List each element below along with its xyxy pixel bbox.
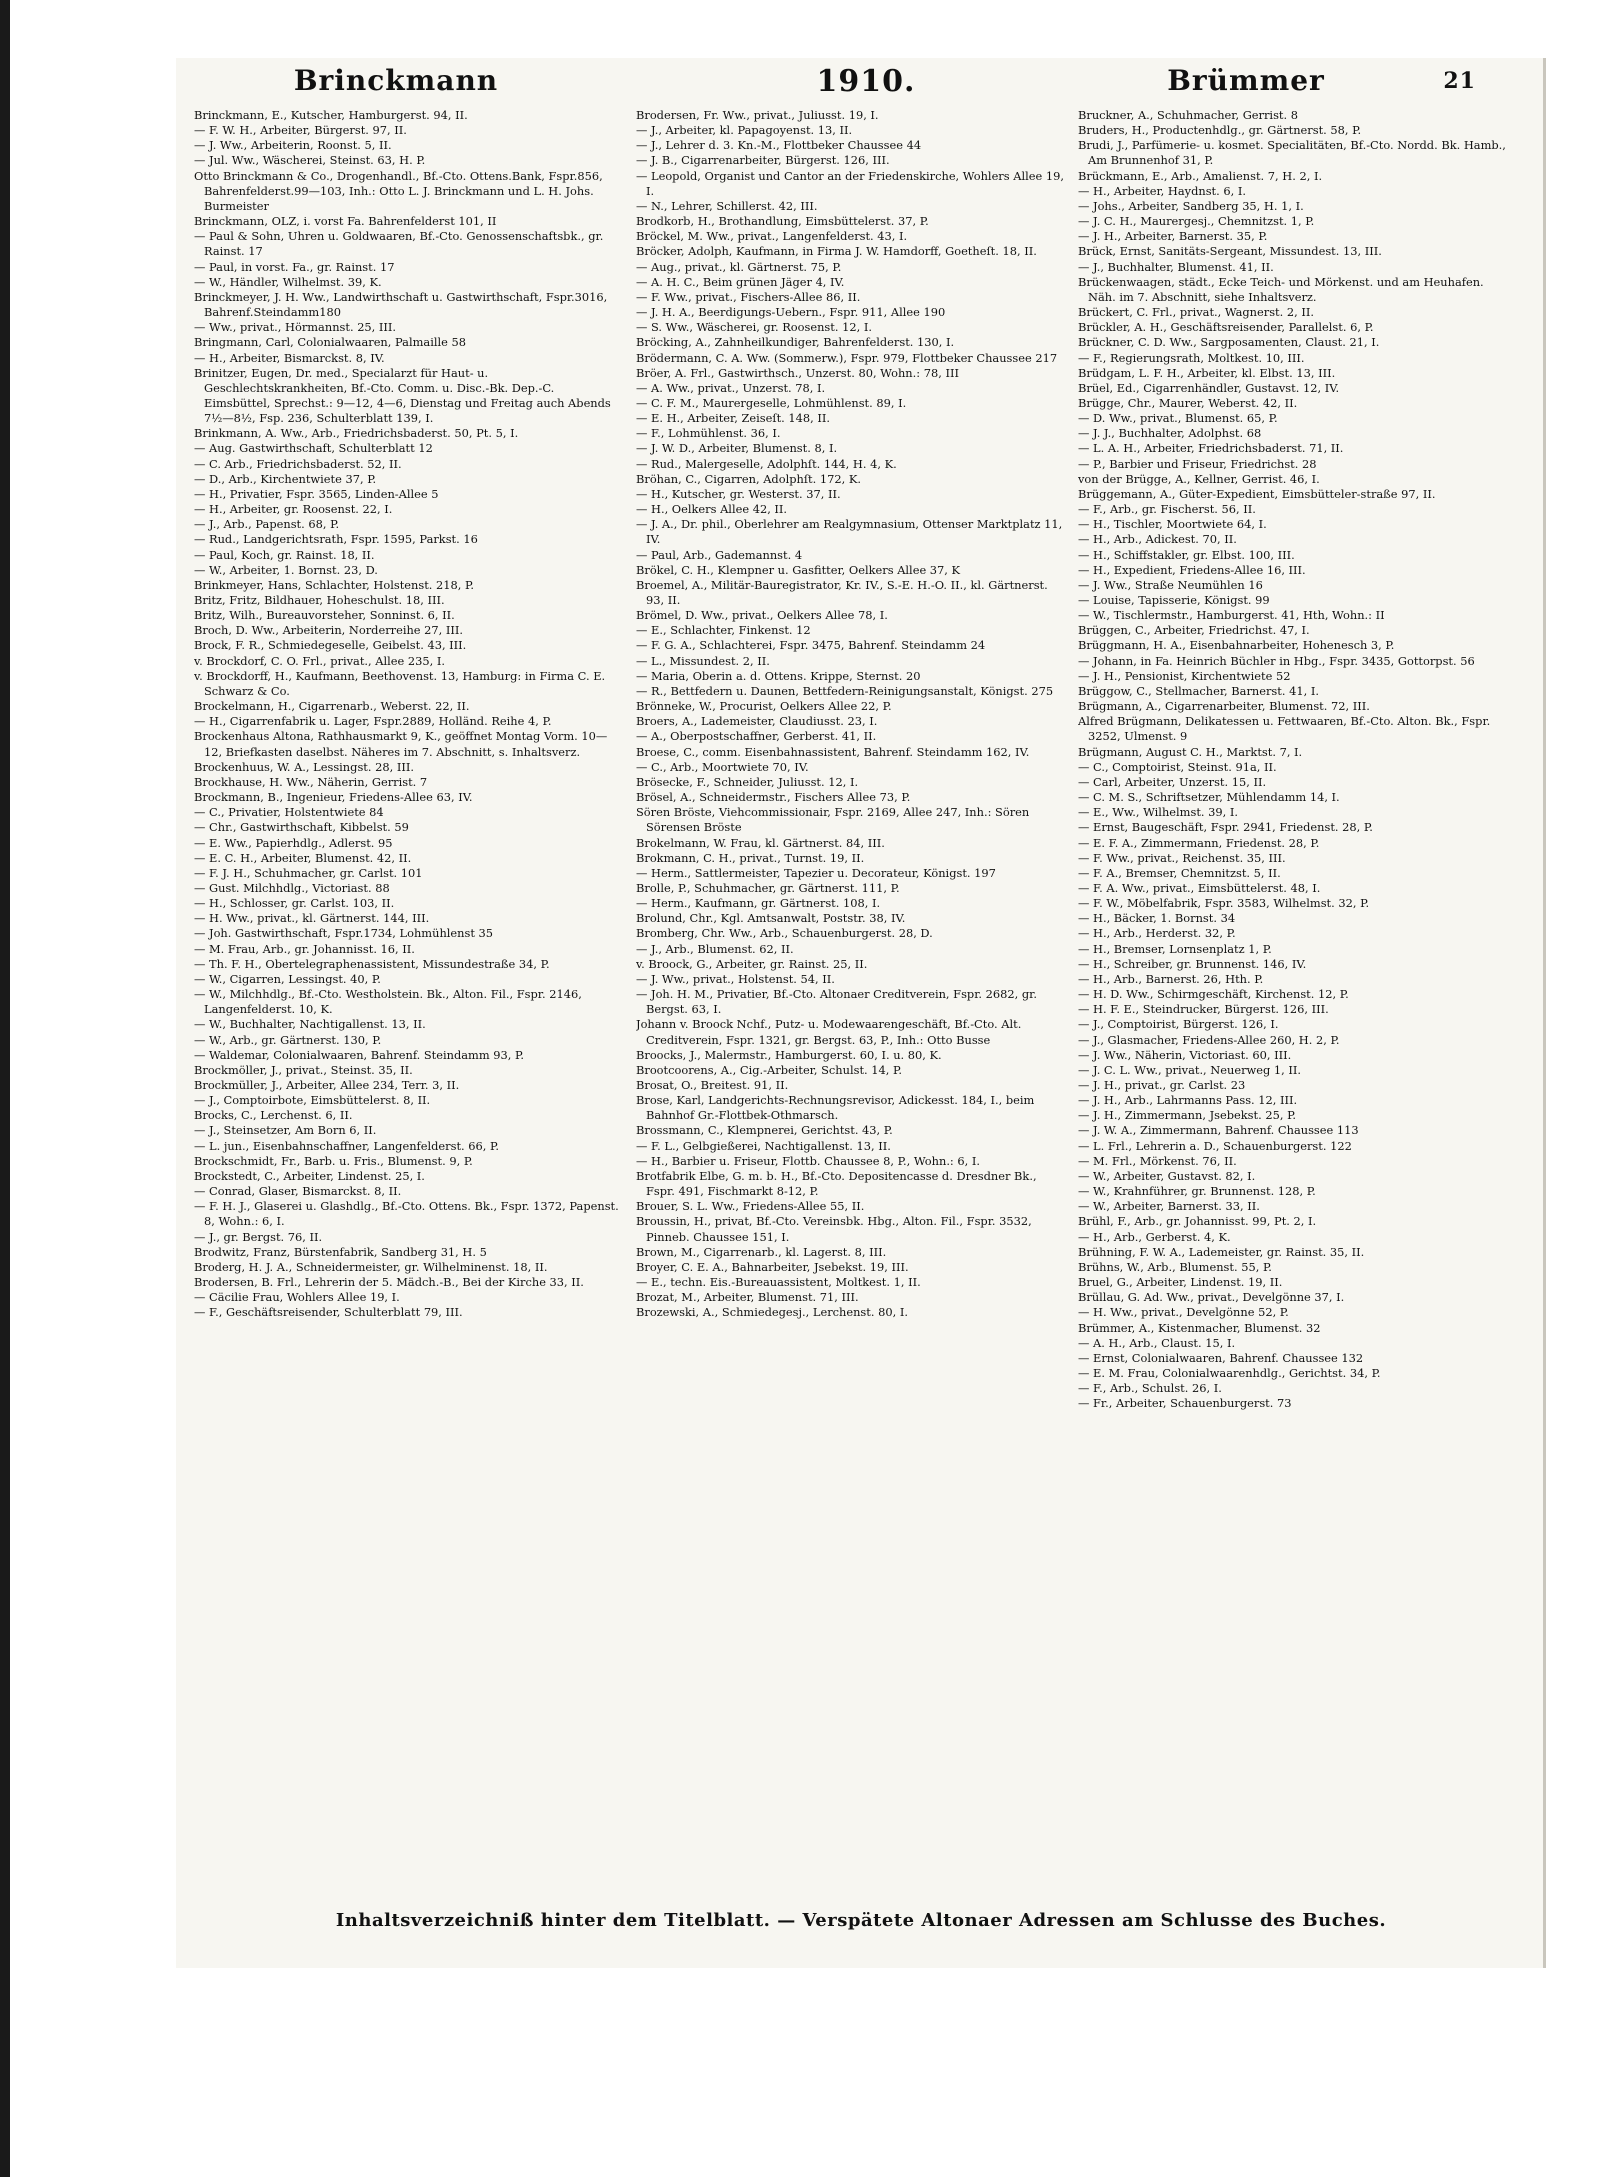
directory-entry: — Ernst, Baugeschäft, Fspr. 2941, Friedenst. 28, P. — [1078, 820, 1373, 835]
directory-entry: Brügmann, August C. H., Marktst. 7, I. — [1078, 744, 1303, 759]
directory-entry: Brown, M., Cigarrenarb., kl. Lagerst. 8, III. — [636, 1244, 887, 1259]
directory-entry: — A. H. C., Beim grünen Jäger 4, IV. — [636, 274, 845, 289]
directory-entry: — F. W., Möbelfabrik, Fspr. 3583, Wilhelmst. 32, P. — [1078, 896, 1370, 911]
directory-entry: — Johs., Arbeiter, Sandberg 35, H. 1, I. — [1078, 198, 1304, 213]
directory-entry: Brose, Karl, Landgerichts-Rechnungsrevisor, Adickesst. 184, I., beim Bahnhof Gr.-Flottbek-Othmarsch. — [636, 1093, 1035, 1123]
directory-entry: — H., Arb., Adickest. 70, II. — [1078, 532, 1237, 547]
directory-entry: — J. H., Pensionist, Kirchentwiete 52 — [1078, 668, 1291, 683]
directory-entry: Bröckel, M. Ww., privat., Langenfelderst. 43, I. — [636, 229, 908, 244]
directory-entry: — W., Arbeiter, Gustavst. 82, I. — [1078, 1168, 1256, 1183]
directory-entry: — J., gr. Bergst. 76, II. — [194, 1229, 323, 1244]
directory-entry: — W., Arb., gr. Gärtnerst. 130, P. — [194, 1032, 382, 1047]
directory-entry: — H., Cigarrenfabrik u. Lager, Fspr.2889, Holländ. Reihe 4, P. — [194, 714, 552, 729]
directory-entry: — J., Comptoirbote, Eimsbüttelerst. 8, II. — [194, 1093, 431, 1108]
directory-entry: Brückner, C. D. Ww., Sargposamenten, Claust. 21, I. — [1078, 335, 1380, 350]
directory-entry: Broese, C., comm. Eisenbahnassistent, Bahrenf. Steindamm 162, IV. — [636, 744, 1030, 759]
directory-entry: Brodersen, Fr. Ww., privat., Juliusst. 19, I. — [636, 108, 879, 122]
directory-entry: — Carl, Arbeiter, Unzerst. 15, II. — [1078, 774, 1267, 789]
directory-entry: Brolle, P., Schuhmacher, gr. Gärtnerst. 111, P. — [636, 880, 900, 895]
directory-entry: — J. A., Dr. phil., Oberlehrer am Realgymnasium, Ottenser Marktplatz 11, IV. — [636, 517, 1063, 547]
directory-entry: Bruders, H., Productenhdlg., gr. Gärtnerst. 58, P. — [1078, 123, 1362, 138]
directory-entry: Brouer, S. L. Ww., Friedens-Allee 55, II. — [636, 1199, 865, 1214]
directory-entry: Brockmöller, J., privat., Steinst. 35, II. — [194, 1062, 413, 1077]
directory-entry: — J., Buchhalter, Blumenst. 41, II. — [1078, 259, 1274, 274]
directory-entry: — E. C. H., Arbeiter, Blumenst. 42, II. — [194, 850, 412, 865]
directory-entry: — Joh. H. M., Privatier, Bf.-Cto. Altonaer Creditverein, Fspr. 2682, gr. Bergst. 63, I. — [636, 987, 1037, 1017]
directory-entry: — C., Privatier, Holstentwiete 84 — [194, 805, 384, 820]
directory-entry: — E. M. Frau, Colonialwaarenhdlg., Gerichtst. 34, P. — [1078, 1365, 1381, 1380]
directory-entry: Brümmer, A., Kistenmacher, Blumenst. 32 — [1078, 1320, 1321, 1335]
directory-entry: Brock, F. R., Schmiedegeselle, Geibelst. 43, III. — [194, 638, 467, 653]
directory-entry: — H., Arb., Gerberst. 4, K. — [1078, 1229, 1231, 1244]
directory-entry: Alfred Brügmann, Delikatessen u. Fettwaaren, Bf.-Cto. Alton. Bk., Fspr. 3252, Ulmenst. 9 — [1078, 714, 1491, 744]
directory-entry: Brückmann, E., Arb., Amalienst. 7, H. 2, I. — [1078, 168, 1323, 183]
directory-entry: — J. H., Arb., Lahrmanns Pass. 12, III. — [1078, 1093, 1298, 1108]
directory-entry: Bruel, G., Arbeiter, Lindenst. 19, II. — [1078, 1275, 1283, 1290]
header-left-title: Brinckmann — [293, 64, 499, 97]
directory-entry: — L. jun., Eisenbahnschaffner, Langenfelderst. 66, P. — [194, 1138, 499, 1153]
directory-entry: Brodkorb, H., Brothandlung, Eimsbüttelerst. 37, P. — [636, 214, 929, 229]
directory-entry: — A. H., Arb., Claust. 15, I. — [1078, 1335, 1236, 1350]
directory-entry: Brolund, Chr., Kgl. Amtsanwalt, Poststr. 38, IV. — [636, 911, 906, 926]
directory-entry: — E. F. A., Zimmermann, Friedenst. 28, P. — [1078, 835, 1320, 850]
directory-entry: Bruckner, A., Schuhmacher, Gerrist. 8 — [1078, 108, 1298, 122]
directory-entry: — Jul. Ww., Wäscherei, Steinst. 63, H. P. — [194, 153, 426, 168]
directory-entry: — E. Ww., Papierhdlg., Adlerst. 95 — [194, 835, 393, 850]
directory-entry: Brockmann, B., Ingenieur, Friedens-Allee 63, IV. — [194, 790, 473, 805]
directory-entry: — J. W. A., Zimmermann, Bahrenf. Chaussee 113 — [1078, 1123, 1359, 1138]
directory-entry: — F., Arb., Schulst. 26, I. — [1078, 1381, 1222, 1396]
directory-entry: — J. Ww., Arbeiterin, Roonst. 5, II. — [194, 138, 392, 153]
directory-entry: Brotfabrik Elbe, G. m. b. H., Bf.-Cto. Depositencasse d. Dresdner Bk., Fspr. 491, Fischmarkt 8-12, P. — [636, 1168, 1037, 1199]
directory-entry: — H. Ww., privat., kl. Gärtnerst. 144, III. — [194, 911, 430, 926]
directory-entry: — H., Tischler, Moortwiete 64, I. — [1078, 517, 1267, 532]
directory-entry: — H., Bäcker, 1. Bornst. 34 — [1078, 911, 1236, 926]
directory-entry: — F. Ww., privat., Reichenst. 35, III. — [1078, 850, 1286, 865]
directory-entry: — H., Kutscher, gr. Westerst. 37, II. — [636, 486, 841, 501]
directory-entry: — E., techn. Eis.-Bureauassistent, Moltkest. 1, II. — [636, 1275, 921, 1290]
directory-entry: Brockenhaus Altona, Rathhausmarkt 9, K., geöffnet Montag Vorm. 10—12, Briefkasten daselbst. Näheres im 7. Abschnitt, s. Inhaltsverz. — [194, 729, 608, 759]
directory-entry: — W., Arbeiter, Barnerst. 33, II. — [1078, 1199, 1260, 1214]
header-right-title: Brümmer — [1167, 64, 1325, 97]
directory-entry: Brüggow, C., Stellmacher, Barnerst. 41, I. — [1078, 683, 1319, 698]
directory-entry: Brinckmann, E., Kutscher, Hamburgerst. 94, II. — [194, 108, 468, 122]
directory-entry: — J. W. D., Arbeiter, Blumenst. 8, I. — [636, 441, 838, 456]
column-3 — [1078, 108, 1508, 1908]
directory-entry: — P., Barbier und Friseur, Friedrichst. 28 — [1078, 456, 1317, 471]
directory-entry: — J. H., Arbeiter, Barnerst. 35, P. — [1078, 229, 1268, 244]
directory-entry: Britz, Wilh., Bureauvorsteher, Sonninst. 6, II. — [194, 608, 455, 623]
directory-entry: Brüggmann, H. A., Eisenbahnarbeiter, Hohenesch 3, P. — [1078, 638, 1395, 653]
directory-entry: — Waldemar, Colonialwaaren, Bahrenf. Steindamm 93, P. — [194, 1047, 524, 1062]
directory-entry: Brösecke, F., Schneider, Juliusst. 12, I. — [636, 774, 859, 789]
directory-entry: Brück, Ernst, Sanitäts-Sergeant, Missundest. 13, III. — [1078, 244, 1382, 259]
directory-entry: — H. Ww., privat., Develgönne 52, P. — [1078, 1305, 1289, 1320]
directory-entry: von der Brügge, A., Kellner, Gerrist. 46, I. — [1078, 471, 1320, 486]
directory-entry: — Herm., Kaufmann, gr. Gärtnerst. 108, I. — [636, 896, 881, 911]
directory-entry: — F., Geschäftsreisender, Schulterblatt 79, III. — [194, 1305, 463, 1320]
directory-entry: — Aug., privat., kl. Gärtnerst. 75, P. — [636, 259, 842, 274]
directory-entry: — H., Oelkers Allee 42, II. — [636, 502, 788, 517]
directory-entry: — J. C. H., Maurergesj., Chemnitzst. 1, P. — [1078, 214, 1315, 229]
directory-entry: Brodwitz, Franz, Bürstenfabrik, Sandberg 31, H. 5 — [194, 1244, 487, 1259]
directory-entry: Brinkmeyer, Hans, Schlachter, Holstenst. 218, P. — [194, 577, 474, 592]
directory-entry: — H., Barbier u. Friseur, Flottb. Chaussee 8, P., Wohn.: 6, I. — [636, 1153, 981, 1168]
directory-entry: — Joh. Gastwirthschaft, Fspr.1734, Lohmühlenst 35 — [194, 926, 494, 941]
directory-entry: Brödermann, C. A. Ww. (Sommerw.), Fspr. 979, Flottbeker Chaussee 217 — [636, 350, 1058, 365]
directory-entry: Britz, Fritz, Bildhauer, Hoheschulst. 18, III. — [194, 593, 445, 607]
directory-entry: Brockenhuus, W. A., Lessingst. 28, III. — [194, 759, 414, 774]
directory-entry: — H., Arbeiter, Bismarckst. 8, IV. — [194, 350, 385, 365]
directory-entry: v. Brockdorf, C. O. Frl., privat., Allee 235, I. — [194, 653, 446, 668]
directory-entry: Brüggemann, A., Güter-Expedient, Eimsbütteler-straße 97, II. — [1078, 486, 1436, 501]
directory-entry: Brüdgam, L. F. H., Arbeiter, kl. Elbst. 13, III. — [1078, 365, 1336, 380]
directory-entry: Brocks, C., Lerchenst. 6, II. — [194, 1108, 353, 1123]
directory-entry: Brinitzer, Eugen, Dr. med., Specialarzt für Haut- u. Geschlechtskrankheiten, Bf.-Cto. Comm. u. Disc.-Bk. Dep.-C. Eimsbüttel, Sprechst.: 9—12, 4—6, Dienstag und Freitag auch Abends 7½—8½, Fsp. 236, Schulterblatt 139, I. — [194, 365, 611, 426]
directory-entry: — J., Arbeiter, kl. Papagoyenst. 13, II. — [636, 123, 853, 138]
directory-entry: Broemel, A., Militär-Bauregistrator, Kr. IV., S.-E. H.-O. II., kl. Gärtnerst. 93, II. — [636, 577, 1048, 607]
directory-entry: Broyer, C. E. A., Bahnarbeiter, Jsebekst. 19, III. — [636, 1259, 909, 1274]
directory-entry: — F. G. A., Schlachterei, Fspr. 3475, Bahrenf. Steindamm 24 — [636, 638, 986, 653]
directory-entry: v. Broock, G., Arbeiter, gr. Rainst. 25, II. — [636, 956, 868, 971]
directory-entry: — W., Cigarren, Lessingst. 40, P. — [194, 971, 381, 986]
directory-entry: — Conrad, Glaser, Bismarckst. 8, II. — [194, 1184, 402, 1199]
directory-entry: Brockstedt, C., Arbeiter, Lindenst. 25, I. — [194, 1168, 425, 1183]
directory-entry: Brockhause, H. Ww., Näherin, Gerrist. 7 — [194, 774, 428, 789]
directory-entry: — F. J. H., Schuhmacher, gr. Carlst. 101 — [194, 865, 423, 880]
directory-entry: Sören Bröste, Viehcommissionair, Fspr. 2169, Allee 247, Inh.: Sören Sörensen Bröste — [636, 805, 1030, 835]
directory-entry: — Ww., privat., Hörmannst. 25, III. — [194, 320, 397, 335]
directory-entry: Brinckmann, OLZ, i. vorst Fa. Bahrenfelderst 101, II — [194, 214, 497, 229]
directory-entry: Brockelmann, H., Cigarrenarb., Weberst. 22, II. — [194, 699, 470, 714]
directory-entry: — J., Arb., Blumenst. 62, II. — [636, 941, 794, 956]
header-year: 1910. — [816, 64, 916, 99]
directory-entry: — H., Arbeiter, gr. Roosenst. 22, I. — [194, 502, 393, 517]
directory-entry: Bröer, A. Frl., Gastwirthsch., Unzerst. 80, Wohn.: 78, III — [636, 365, 959, 380]
directory-entry: Brinkmann, A. Ww., Arb., Friedrichsbaderst. 50, Pt. 5, I. — [194, 426, 519, 441]
directory-entry: Broers, A., Lademeister, Claudiusst. 23, I. — [636, 714, 878, 729]
directory-entry: — A., Oberpostschaffner, Gerberst. 41, II. — [636, 729, 877, 744]
directory-entry: — Th. F. H., Obertelegraphenassistent, Missundestraße 34, P. — [194, 956, 550, 971]
page-number: 21 — [1443, 68, 1476, 94]
directory-entry: — C., Arb., Moortwiete 70, IV. — [636, 759, 809, 774]
directory-entry: — Ernst, Colonialwaaren, Bahrenf. Chaussee 132 — [1078, 1350, 1364, 1365]
directory-entry: — M. Frau, Arb., gr. Johannisst. 16, II. — [194, 941, 415, 956]
directory-entry: Brüel, Ed., Cigarrenhändler, Gustavst. 12, IV. — [1078, 380, 1340, 395]
directory-entry: — L., Missundest. 2, II. — [636, 653, 770, 668]
directory-entry: Brudi, J., Parfümerie- u. kosmet. Specialitäten, Bf.-Cto. Nordd. Bk. Hamb., Am Brunnenhof 31, P. — [1078, 138, 1506, 168]
directory-entry: — H., Arbeiter, Haydnst. 6, I. — [1078, 183, 1246, 198]
directory-entry: — E., Schlachter, Finkenst. 12 — [636, 623, 811, 638]
directory-entry: Brokmann, C. H., privat., Turnst. 19, II. — [636, 850, 865, 865]
directory-entry: — C. Arb., Friedrichsbaderst. 52, II. — [194, 456, 402, 471]
directory-entry: — W., Arbeiter, 1. Bornst. 23, D. — [194, 562, 378, 577]
directory-entry: — H. F. E., Steindrucker, Bürgerst. 126, III. — [1078, 1002, 1329, 1017]
directory-entry: Johann v. Broock Nchf., Putz- u. Modewaarengeschäft, Bf.-Cto. Alt. Creditverein, Fspr. 1321, gr. Bergst. 63, P., Inh.: Otto Busse — [636, 1017, 1022, 1047]
directory-entry: — H., Schreiber, gr. Brunnenst. 146, IV. — [1078, 956, 1307, 971]
directory-entry: — M. Frl., Mörkenst. 76, II. — [1078, 1153, 1237, 1168]
directory-entry: — F., Arb., gr. Fischerst. 56, II. — [1078, 502, 1256, 517]
directory-entry: — C. F. M., Maurergeselle, Lohmühlenst. 89, I. — [636, 395, 907, 410]
directory-entry: — Louise, Tapisserie, Königst. 99 — [1078, 593, 1270, 607]
directory-entry: Brückert, C. Frl., privat., Wagnerst. 2, II. — [1078, 305, 1314, 320]
directory-entry: Brückenwaagen, städt., Ecke Teich- und Mörkenst. und am Heuhafen. Näh. im 7. Abschnitt, siehe Inhaltsverz. — [1078, 274, 1484, 304]
directory-entry: Brootcoorens, A., Cig.-Arbeiter, Schulst. 14, P. — [636, 1062, 902, 1077]
directory-entry: — S. Ww., Wäscherei, gr. Roosenst. 12, I. — [636, 320, 872, 335]
directory-entry: — Paul, in vorst. Fa., gr. Rainst. 17 — [194, 259, 395, 274]
directory-entry: Brokelmann, W. Frau, kl. Gärtnerst. 84, III. — [636, 835, 885, 850]
directory-entry: — F. H. J., Glaserei u. Glashdlg., Bf.-Cto. Ottens. Bk., Fspr. 1372, Papenst. 8, Wohn.: 6, I. — [194, 1199, 619, 1229]
directory-entry: — J. H. A., Beerdigungs-Uebern., Fspr. 911, Allee 190 — [636, 305, 946, 320]
entry-columns — [194, 108, 1539, 1908]
directory-entry: — J. H., privat., gr. Carlst. 23 — [1078, 1078, 1246, 1092]
directory-entry: v. Brockdorff, H., Kaufmann, Beethovenst. 13, Hamburg: in Firma C. E. Schwarz & Co. — [194, 668, 606, 698]
directory-entry: — Maria, Oberin a. d. Ottens. Krippe, Sternst. 20 — [636, 668, 921, 683]
directory-entry: — H., Arb., Barnerst. 26, Hth. P. — [1078, 971, 1264, 986]
directory-entry: — F. L., Gelbgießerei, Nachtigallenst. 13, II. — [636, 1138, 891, 1153]
directory-entry: Bröcking, A., Zahnheilkundiger, Bahrenfelderst. 130, I. — [636, 335, 955, 350]
directory-page — [176, 58, 1546, 1968]
directory-entry: — J. B., Cigarrenarbeiter, Bürgerst. 126, III. — [636, 153, 890, 168]
directory-entry: — F. Ww., privat., Fischers-Allee 86, II. — [636, 289, 861, 304]
directory-entry: — Gust. Milchhdlg., Victoriast. 88 — [194, 880, 390, 895]
directory-entry: Brüllau, G. Ad. Ww., privat., Develgönne 37, I. — [1078, 1290, 1345, 1305]
directory-entry: — Paul & Sohn, Uhren u. Goldwaaren, Bf.-Cto. Genossenschaftsbk., gr. Rainst. 17 — [194, 229, 604, 259]
directory-entry: — J., Comptoirist, Bürgerst. 126, I. — [1078, 1017, 1279, 1032]
directory-entry: — Cäcilie Frau, Wohlers Allee 19, I. — [194, 1290, 400, 1305]
directory-entry: Bröhan, C., Cigarren, Adolphſt. 172, K. — [636, 471, 861, 486]
directory-entry: — J. Ww., Näherin, Victoriast. 60, III. — [1078, 1047, 1292, 1062]
directory-entry: Brühning, F. W. A., Lademeister, gr. Rainst. 35, II. — [1078, 1244, 1365, 1259]
directory-entry: Brockmüller, J., Arbeiter, Allee 234, Terr. 3, II. — [194, 1078, 460, 1092]
directory-entry: — D., Arb., Kirchentwiete 37, P. — [194, 471, 377, 486]
directory-entry: — F. A., Bremser, Chemnitzst. 5, II. — [1078, 865, 1281, 880]
directory-entry: — W., Milchhdlg., Bf.-Cto. Westholstein. Bk., Alton. Fil., Fspr. 2146, Langenfelderst. 10, K. — [194, 987, 582, 1017]
directory-entry: Brühl, F., Arb., gr. Johannisst. 99, Pt. 2, I. — [1078, 1214, 1317, 1229]
directory-entry: — C., Comptoirist, Steinst. 91a, II. — [1078, 759, 1277, 774]
directory-entry: — J. Ww., Straße Neumühlen 16 — [1078, 577, 1263, 592]
directory-entry: — H., Privatier, Fspr. 3565, Linden-Allee 5 — [194, 486, 439, 501]
directory-entry: Bröcker, Adolph, Kaufmann, in Firma J. W. Hamdorff, Goetheſt. 18, II. — [636, 244, 1037, 259]
directory-entry: — L. A. H., Arbeiter, Friedrichsbaderst. 71, II. — [1078, 441, 1344, 456]
directory-entry: — W., Händler, Wilhelmst. 39, K. — [194, 274, 382, 289]
directory-entry: — W., Tischlermstr., Hamburgerst. 41, Hth, Wohn.: II — [1078, 608, 1385, 623]
directory-entry: — W., Krahnführer, gr. Brunnenst. 128, P. — [1078, 1184, 1316, 1199]
directory-entry: — H., Bremser, Lornsenplatz 1, P. — [1078, 941, 1272, 956]
column-1 — [194, 108, 624, 1908]
directory-entry: Broussin, H., privat, Bf.-Cto. Vereinsbk. Hbg., Alton. Fil., Fspr. 3532, Pinneb. Chaussee 151, I. — [636, 1214, 1032, 1244]
page-footer: Inhaltsverzeichniß hinter dem Titelblatt. — Verspätete Altonaer Adressen am Schlusse des Buches. — [335, 1910, 1387, 1931]
directory-entry: — Chr., Gastwirthschaft, Kibbelst. 59 — [194, 820, 409, 835]
directory-entry: — J. Ww., privat., Holstenst. 54, II. — [636, 971, 835, 986]
directory-entry: Otto Brinckmann & Co., Drogenhandl., Bf.-Cto. Ottens.Bank, Fspr.856, Bahrenfelderst.99—103, Inh.: Otto L. J. Brinckmann und L. H. Johs. Burmeister — [194, 168, 603, 213]
directory-entry: Broderg, H. J. A., Schneidermeister, gr. Wilhelminenst. 18, II. — [194, 1259, 548, 1274]
directory-entry: — J. C. L. Ww., privat., Neuerweg 1, II. — [1078, 1062, 1302, 1077]
directory-entry: — Rud., Landgerichtsrath, Fspr. 1595, Parkst. 16 — [194, 532, 478, 547]
directory-entry: — H., Schiffstakler, gr. Elbst. 100, III. — [1078, 547, 1295, 562]
column-2 — [636, 108, 1066, 1908]
directory-entry: — J., Glasmacher, Friedens-Allee 260, H. 2, P. — [1078, 1032, 1340, 1047]
directory-entry: — C. M. S., Schriftsetzer, Mühlendamm 14, I. — [1078, 790, 1340, 805]
directory-entry: — Paul, Koch, gr. Rainst. 18, II. — [194, 547, 375, 562]
directory-entry: — N., Lehrer, Schillerst. 42, III. — [636, 198, 818, 213]
directory-entry: Brosat, O., Breitest. 91, II. — [636, 1078, 789, 1092]
directory-entry: — Fr., Arbeiter, Schauenburgerst. 73 — [1078, 1396, 1292, 1411]
directory-entry: — Rud., Malergeselle, Adolphſt. 144, H. 4, K. — [636, 456, 897, 471]
directory-entry: Bromberg, Chr. Ww., Arb., Schauenburgerst. 28, D. — [636, 926, 933, 941]
directory-entry: Brömel, D. Ww., privat., Oelkers Allee 78, I. — [636, 608, 888, 623]
directory-entry: Brückler, A. H., Geschäftsreisender, Parallelst. 6, P. — [1078, 320, 1374, 335]
directory-entry: — A. Ww., privat., Unzerst. 78, I. — [636, 380, 826, 395]
directory-entry: Brockschmidt, Fr., Barb. u. Fris., Blumenst. 9, P. — [194, 1153, 473, 1168]
directory-entry: Brügmann, A., Cigarrenarbeiter, Blumenst. 72, III. — [1078, 699, 1370, 714]
directory-entry: Brozewski, A., Schmiedegesj., Lerchenst. 80, I. — [636, 1305, 908, 1320]
directory-entry: — J., Arb., Papenst. 68, P. — [194, 517, 340, 532]
directory-entry: — Leopold, Organist und Cantor an der Friedenskirche, Wohlers Allee 19, I. — [636, 168, 1064, 198]
directory-entry: — H., Schlosser, gr. Carlst. 103, II. — [194, 896, 395, 911]
directory-entry: Brossmann, C., Klempnerei, Gerichtst. 43, P. — [636, 1123, 893, 1138]
directory-entry: — L. Frl., Lehrerin a. D., Schauenburgerst. 122 — [1078, 1138, 1352, 1153]
directory-entry: — E. H., Arbeiter, Zeiseſt. 148, II. — [636, 411, 830, 426]
directory-entry: — F., Regierungsrath, Moltkest. 10, III. — [1078, 350, 1305, 365]
directory-entry: — F. W. H., Arbeiter, Bürgerst. 97, II. — [194, 123, 407, 138]
directory-entry: — H., Expedient, Friedens-Allee 16, III. — [1078, 562, 1306, 577]
directory-entry: Brühns, W., Arb., Blumenst. 55, P. — [1078, 1259, 1272, 1274]
directory-entry: Broch, D. Ww., Arbeiterin, Norderreihe 27, III. — [194, 623, 464, 638]
directory-entry: Brökel, C. H., Klempner u. Gasfitter, Oelkers Allee 37, K — [636, 562, 961, 577]
directory-entry: Brösel, A., Schneidermstr., Fischers Allee 73, P. — [636, 790, 911, 805]
directory-entry: — J. J., Buchhalter, Adolphst. 68 — [1078, 426, 1262, 441]
scan-edge — [0, 0, 10, 2177]
directory-entry: Brinckmeyer, J. H. Ww., Landwirthschaft u. Gastwirthschaft, Fspr.3016, Bahrenf.Steindamm180 — [194, 289, 608, 320]
directory-entry: Brodersen, B. Frl., Lehrerin der 5. Mädch.-B., Bei der Kirche 33, II. — [194, 1275, 584, 1290]
directory-entry: — W., Buchhalter, Nachtigallenst. 13, II. — [194, 1017, 426, 1032]
directory-entry: Bringmann, Carl, Colonialwaaren, Palmaille 58 — [194, 335, 466, 350]
directory-entry: Brozat, M., Arbeiter, Blumenst. 71, III. — [636, 1290, 859, 1305]
directory-entry: Broocks, J., Malermstr., Hamburgerst. 60, I. u. 80, K. — [636, 1047, 942, 1062]
directory-entry: — Herm., Sattlermeister, Tapezier u. Decorateur, Königst. 197 — [636, 865, 996, 880]
directory-entry: — H. D. Ww., Schirmgeschäft, Kirchenst. 12, P. — [1078, 987, 1349, 1002]
directory-entry: — H., Arb., Herderst. 32, P. — [1078, 926, 1236, 941]
directory-entry: — R., Bettfedern u. Daunen, Bettfedern-Reinigungsanstalt, Königst. 275 — [636, 683, 1054, 698]
directory-entry: Brönneke, W., Procurist, Oelkers Allee 22, P. — [636, 699, 892, 714]
directory-entry: — D. Ww., privat., Blumenst. 65, P. — [1078, 411, 1278, 426]
directory-entry: — Paul, Arb., Gademannst. 4 — [636, 547, 803, 562]
directory-entry: — Johann, in Fa. Heinrich Büchler in Hbg., Fspr. 3435, Gottorpst. 56 — [1078, 653, 1475, 668]
directory-entry: — Aug. Gastwirthschaft, Schulterblatt 12 — [194, 441, 433, 456]
directory-entry: Brüggen, C., Arbeiter, Friedrichst. 47, I. — [1078, 623, 1310, 638]
directory-entry: — J. H., Zimmermann, Jsebekst. 25, P. — [1078, 1108, 1297, 1123]
directory-entry: — J., Lehrer d. 3. Kn.-M., Flottbeker Chaussee 44 — [636, 138, 922, 153]
directory-entry: — F., Lohmühlenst. 36, I. — [636, 426, 781, 441]
directory-entry: — F. A. Ww., privat., Eimsbüttelerst. 48, I. — [1078, 880, 1321, 895]
directory-entry: Brügge, Chr., Maurer, Weberst. 42, II. — [1078, 395, 1298, 410]
directory-entry: — E., Ww., Wilhelmst. 39, I. — [1078, 805, 1238, 820]
directory-entry: — J., Steinsetzer, Am Born 6, II. — [194, 1123, 377, 1138]
